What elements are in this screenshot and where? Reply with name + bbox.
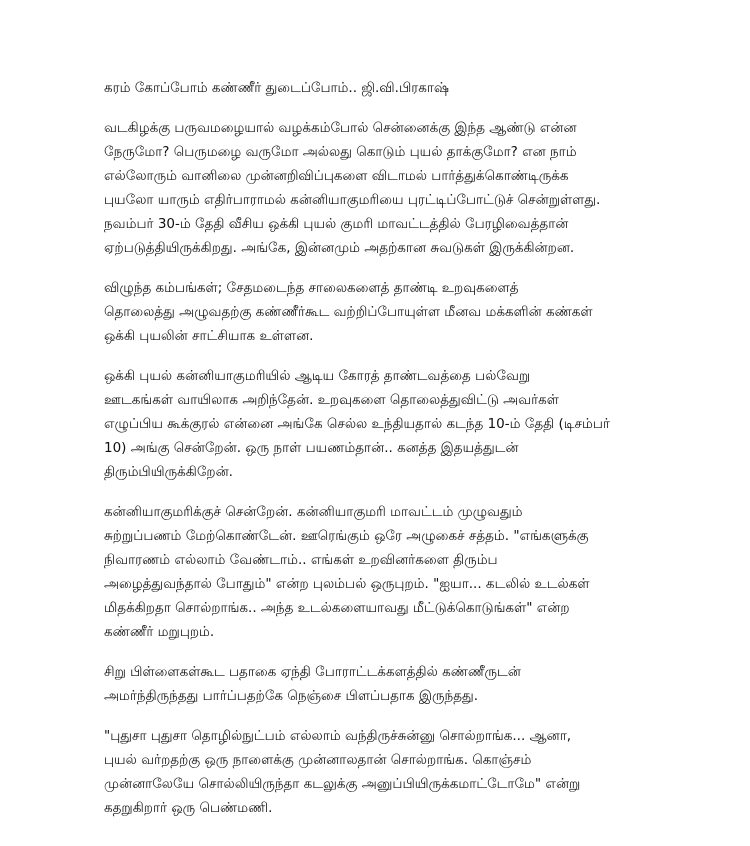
text-line: 10) அங்கு சென்றேன். ஒரு நாள் பயணம்தான்.. கனத்த இதயத்துடன் bbox=[104, 440, 519, 456]
text-line: ஒக்கி புயல் கன்னியாகுமரியில் ஆடிய கோரத் தாண்டவத்தை பல்வேறு bbox=[104, 368, 531, 384]
text-line: அமர்ந்திருந்தது பார்ப்பதற்கே நெஞ்சை பிளப்பதாக இருந்தது. bbox=[104, 688, 479, 704]
text-line: சுற்றுப்பணம் மேற்கொண்டேன். ஊரெங்கும் ஒரே அழுகைச் சத்தம். "எங்களுக்கு bbox=[104, 528, 589, 544]
paragraph-4 bbox=[104, 500, 664, 644]
text-line: எல்லோரும் வானிலை முன்னறிவிப்புகளை விடாமல் பார்த்துக்கொண்டிருக்க bbox=[104, 168, 569, 184]
text-line: நேருமோ? பெருமழை வருமோ அல்லது கொடும் புயல் தாக்குமோ? என நாம் bbox=[104, 144, 577, 160]
text-line: கதறுகிறார் ஒரு பெண்மணி. bbox=[104, 800, 273, 816]
text-line: அழைத்துவந்தால் போதும்" என்ற புலம்பல் ஒருபுறம். "ஐயா... கடலில் உடல்கள் bbox=[104, 576, 590, 592]
paragraph-2 bbox=[104, 276, 664, 348]
text-line: புயலோ யாரும் எதிர்பாராமல் கன்னியாகுமரியை புரட்டிப்போட்டுச் சென்றுள்ளது. bbox=[104, 192, 601, 208]
paragraph-1 bbox=[104, 116, 664, 260]
text-line: தொலைத்து அழுவதற்கு கண்ணீர்கூட வற்றிப்போயுள்ள மீனவ மக்களின் கண்கள் bbox=[104, 304, 593, 320]
text-line: ஏற்படுத்தியிருக்கிறது. அங்கே, இன்னமும் அதற்கான சுவடுகள் இருக்கின்றன. bbox=[104, 240, 575, 256]
text-line: "புதுசா புதுசா தொழில்நுட்பம் எல்லாம் வந்திருச்சுன்னு சொல்றாங்க... ஆனா, bbox=[104, 728, 572, 744]
text-line: நவம்பர் 30-ம் தேதி வீசிய ஒக்கி புயல் குமரி மாவட்டத்தில் பேரழிவைத்தான் bbox=[104, 216, 569, 232]
text-line: விழுந்த கம்பங்கள்; சேதமடைந்த சாலைகளைத் தாண்டி உறவுகளைத் bbox=[104, 280, 519, 296]
article-body bbox=[104, 76, 664, 836]
text-line: முன்னாலேயே சொல்லியிருந்தா கடலுக்கு அனுப்பியிருக்கமாட்டோமே" என்று bbox=[104, 776, 581, 792]
text-line: ஊடகங்கள் வாயிலாக அறிந்தேன். உறவுகளை தொலைத்துவிட்டு அவர்கள் bbox=[104, 392, 559, 408]
text-line: ஒக்கி புயலின் சாட்சியாக உள்ளன. bbox=[104, 328, 314, 344]
text-line: கன்னியாகுமரிக்குச் சென்றேன். கன்னியாகுமரி மாவட்டம் முழுவதும் bbox=[104, 504, 523, 520]
paragraph-6 bbox=[104, 724, 664, 820]
text-line: கண்ணீர் மறுபுறம். bbox=[104, 624, 215, 640]
text-line: திரும்பியிருக்கிறேன். bbox=[104, 464, 233, 480]
text-line: சிறு பிள்ளைகள்கூட பதாகை ஏந்தி போராட்டக்களத்தில் கண்ணீருடன் bbox=[104, 664, 521, 680]
paragraph-3 bbox=[104, 364, 664, 484]
text-line: நிவாரணம் எல்லாம் வேண்டாம்.. எங்கள் உறவினர்களை திரும்ப bbox=[104, 552, 498, 568]
text-line: புயல் வர்றதற்கு ஒரு நாளைக்கு முன்னாலதான் சொல்றாங்க. கொஞ்சம் bbox=[104, 752, 532, 768]
text-line: எழுப்பிய கூக்குரல் என்னை அங்கே செல்ல உந்தியதால் கடந்த 10-ம் தேதி (டிசம்பர் bbox=[104, 416, 610, 432]
article-title: கரம் கோப்போம் கண்ணீர் துடைப்போம்.. ஜி.வி.பிரகாஷ் bbox=[104, 80, 450, 96]
text-line: வடகிழக்கு பருவமழையால் வழக்கம்போல் சென்னைக்கு இந்த ஆண்டு என்ன bbox=[104, 120, 577, 136]
text-line: மிதக்கிறதா சொல்றாங்க.. அந்த உடல்களையாவது மீட்டுக்கொடுங்கள்" என்ற bbox=[104, 600, 570, 616]
paragraph-5 bbox=[104, 660, 664, 708]
